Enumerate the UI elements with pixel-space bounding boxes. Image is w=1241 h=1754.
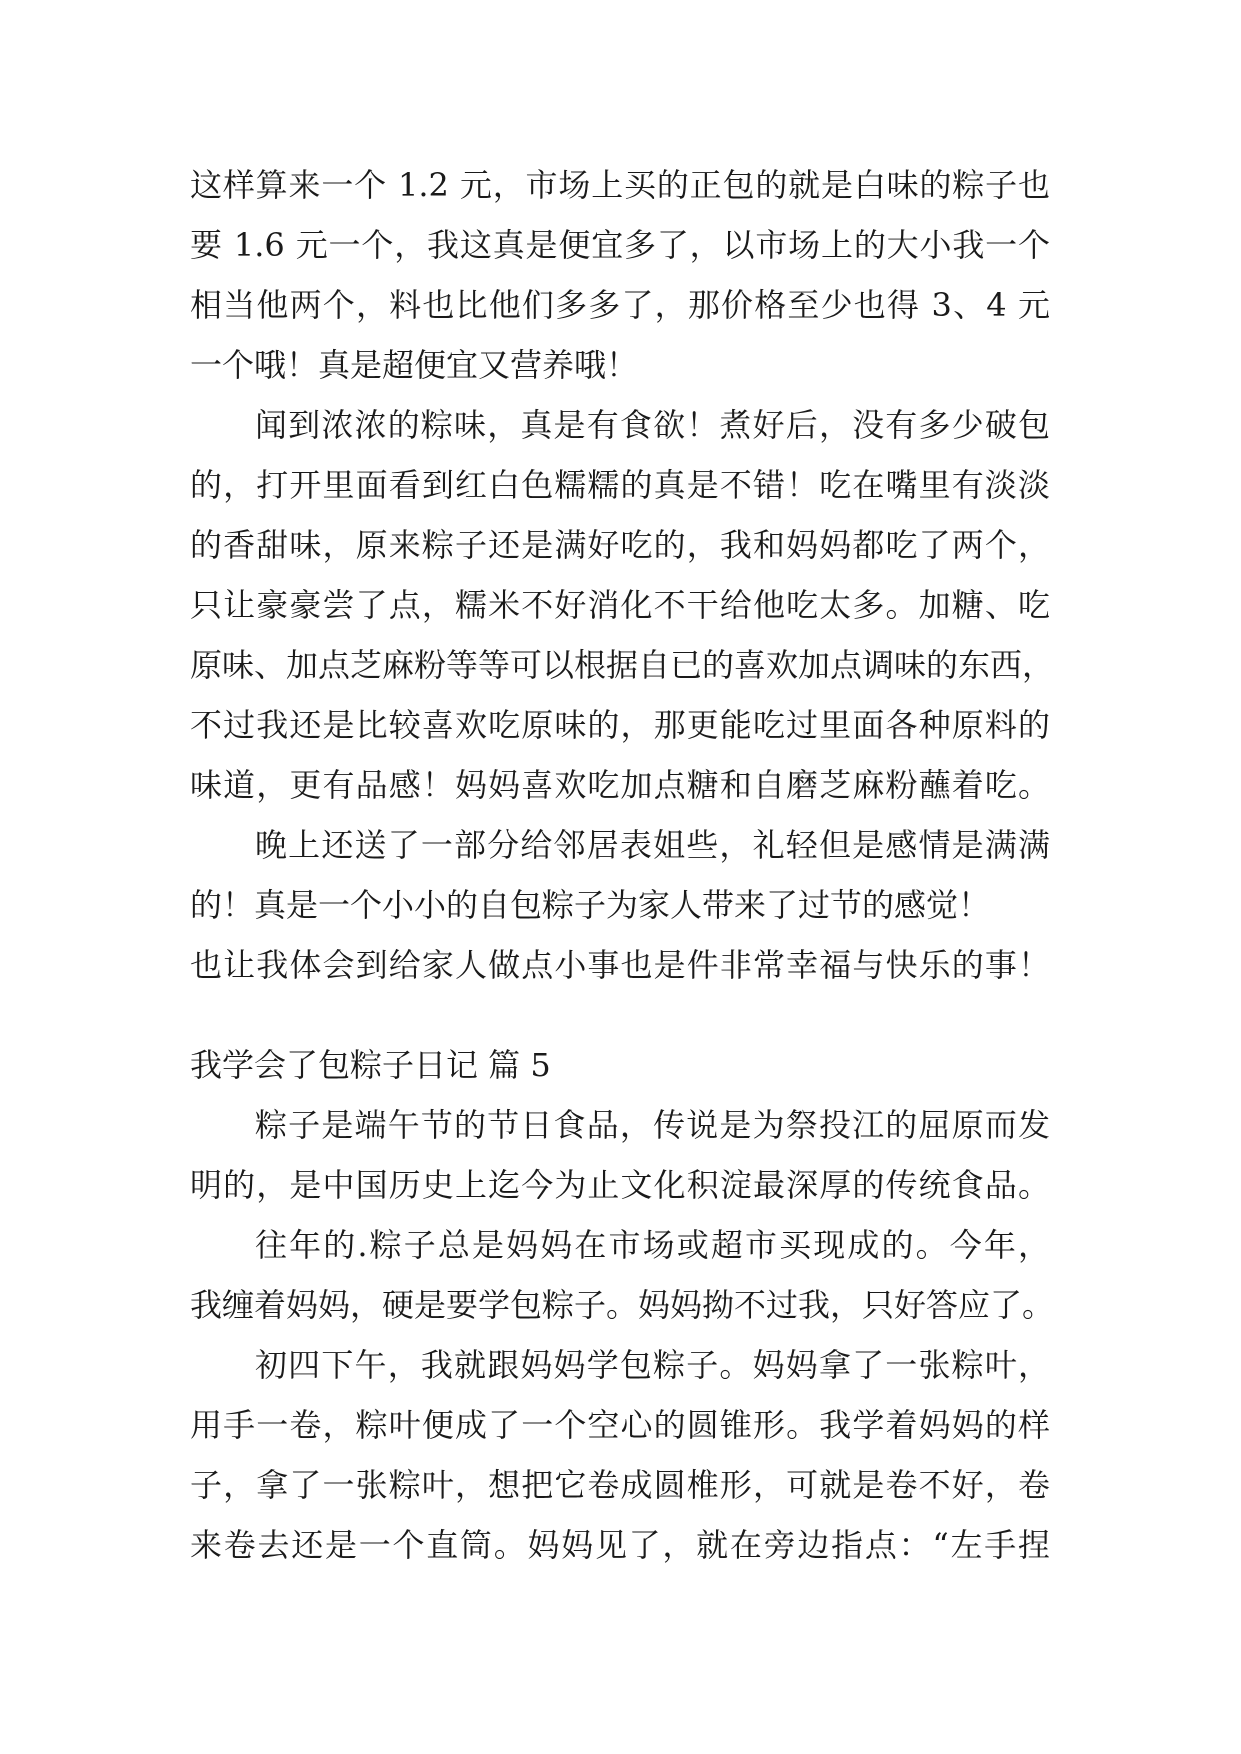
paragraph-line: 初四下午，我就跟妈妈学包粽子。妈妈拿了一张粽叶， xyxy=(255,1346,1050,1384)
paragraph-line: 只让豪豪尝了点，糯米不好消化不干给他吃太多。加糖、吃 xyxy=(190,586,1050,624)
paragraph-line: 的香甜味，原来粽子还是满好吃的，我和妈妈都吃了两个， xyxy=(190,526,1050,564)
paragraph-line: 相当他两个，料也比他们多多了，那价格至少也得 3、4 元 xyxy=(190,286,1050,324)
paragraph-line: 一个哦！真是超便宜又营养哦！ xyxy=(190,346,639,384)
paragraph-line: 也让我体会到给家人做点小事也是件非常幸福与快乐的事！ xyxy=(190,946,1050,984)
paragraph-line: 这样算来一个 1.2 元，市场上买的正包的就是白味的粽子也 xyxy=(190,166,1050,204)
paragraph-line: 要 1.6 元一个，我这真是便宜多了，以市场上的大小我一个 xyxy=(190,226,1050,264)
paragraph-line: 来卷去还是一个直筒。妈妈见了，就在旁边指点：“左手捏 xyxy=(190,1526,1050,1564)
paragraph-line: 味道，更有品感！妈妈喜欢吃加点糖和自磨芝麻粉蘸着吃。 xyxy=(190,766,1050,804)
paragraph-line: 我缠着妈妈，硬是要学包粽子。妈妈拗不过我，只好答应了。 xyxy=(190,1286,1055,1324)
paragraph-line: 的，打开里面看到红白色糯糯的真是不错！吃在嘴里有淡淡 xyxy=(190,466,1050,504)
paragraph-line: 原味、加点芝麻粉等等可以根据自已的喜欢加点调味的东西， xyxy=(190,646,1055,684)
paragraph-line: 不过我还是比较喜欢吃原味的，那更能吃过里面各种原料的 xyxy=(190,706,1050,744)
paragraph-line: 子，拿了一张粽叶，想把它卷成圆椎形，可就是卷不好，卷 xyxy=(190,1466,1050,1504)
paragraph-line: 明的，是中国历史上迄今为止文化积淀最深厚的传统食品。 xyxy=(190,1166,1050,1204)
paragraph-line: 粽子是端午节的节日食品，传说是为祭投江的屈原而发 xyxy=(255,1106,1050,1144)
paragraph-line: 用手一卷，粽叶便成了一个空心的圆锥形。我学着妈妈的样 xyxy=(190,1406,1050,1444)
paragraph-line: 闻到浓浓的粽味，真是有食欲！煮好后，没有多少破包 xyxy=(255,406,1050,444)
section-title: 我学会了包粽子日记 篇 5 xyxy=(190,1046,551,1084)
paragraph-line: 的！真是一个小小的自包粽子为家人带来了过节的感觉！ xyxy=(190,886,991,924)
paragraph-line: 晚上还送了一部分给邻居表姐些，礼轻但是感情是满满 xyxy=(255,826,1050,864)
paragraph-line: 往年的.粽子总是妈妈在市场或超市买现成的。今年， xyxy=(255,1226,1050,1264)
